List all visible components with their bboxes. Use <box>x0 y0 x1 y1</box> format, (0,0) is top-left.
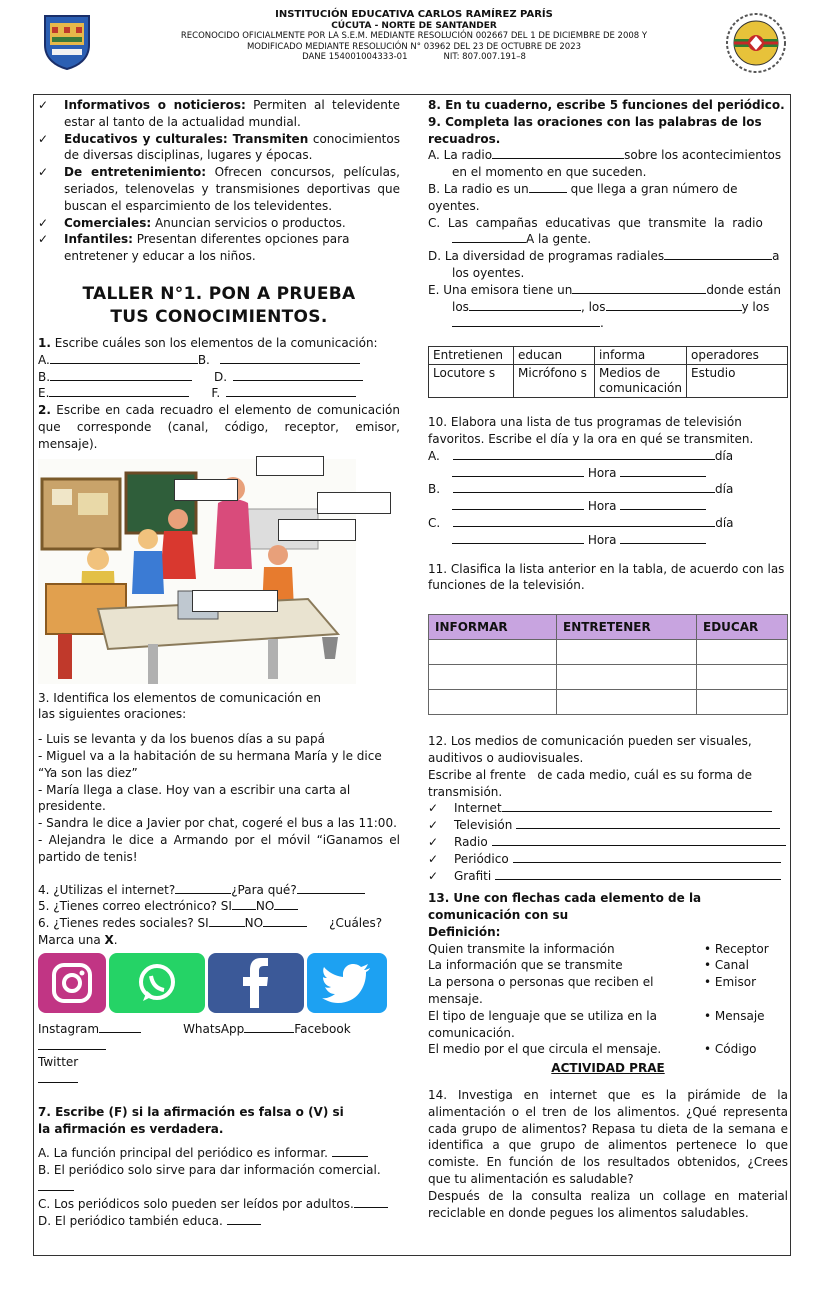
column-header: INFORMAR <box>429 615 557 640</box>
q7-answer-c[interactable] <box>354 1196 388 1208</box>
taller-title: TALLER N°1. PON A PRUEBA TUS CONOCIMIENTOS. <box>82 283 356 327</box>
table-cell[interactable] <box>557 665 697 690</box>
question-7: 7. Escribe (F) si la afirmación es falsa o (V) si la afirmación es verdadera. <box>38 1104 344 1136</box>
match-row: La persona o personas que reciben el mensaje. • Emisor <box>428 974 788 1008</box>
question-9: 9. Completa las oraciones con las palabras de los recuadros. <box>428 114 762 146</box>
label-box-3[interactable] <box>317 492 391 514</box>
q9-item-a-cont: en el momento en que suceden. <box>452 165 647 180</box>
social-no-answer[interactable] <box>263 915 307 927</box>
question-2: 2. Escribe en cada recuadro el elemento de comunicación que corresponde (canal, código, receptor, emisor, mensaje). <box>38 403 400 451</box>
answer-line-e[interactable] <box>49 385 189 397</box>
q10-entry-a: A. día <box>428 448 734 463</box>
social-apps-row <box>38 953 400 1013</box>
question-8: 8. En tu cuaderno, escribe 5 funciones del periódico. <box>428 98 785 112</box>
label-box-2[interactable] <box>174 479 238 501</box>
hour-a[interactable] <box>620 465 706 477</box>
question-5: 5. ¿Tienes correo electrónico? SI NO <box>38 898 400 915</box>
table-cell[interactable] <box>697 690 788 715</box>
q9-item-e-cont: los , los y los <box>452 299 770 314</box>
label-box-1[interactable] <box>256 456 324 476</box>
match-row: El tipo de lenguaje que se utiliza en la comunicación. • Mensaje <box>428 1008 788 1042</box>
table-cell[interactable] <box>697 665 788 690</box>
word-cell: educan <box>514 347 595 365</box>
question-3: 3. Identifica los elementos de comunicación en las siguientes oraciones: <box>38 690 322 722</box>
match-target[interactable]: • Código <box>704 1042 757 1057</box>
classification-table <box>428 614 788 715</box>
media-answer[interactable] <box>492 834 786 846</box>
q10-entry-b-time: Hora <box>428 498 788 515</box>
media-answer[interactable] <box>513 851 781 863</box>
q10-entry-c: C. día <box>428 515 734 530</box>
word-cell: Medios de comunicación <box>595 365 687 398</box>
right-column <box>428 97 788 1221</box>
question-6-mark: Marca una X. <box>38 932 118 947</box>
word-cell: Estudio <box>687 365 788 398</box>
day-c[interactable] <box>452 532 584 544</box>
internet-purpose-answer[interactable] <box>297 882 365 894</box>
q7-answer-b[interactable] <box>38 1179 74 1191</box>
table-cell[interactable] <box>697 640 788 665</box>
question-6: 6. ¿Tienes redes sociales? SI NO ¿Cuáles? <box>38 916 383 931</box>
header-resolution-2: MODIFICADO MEDIANTE RESOLUCIÓN N° 03962 DEL 23 DE OCTUBRE DE 2023 <box>246 41 582 52</box>
label-box-5[interactable] <box>192 590 278 612</box>
answer-line-b[interactable] <box>220 352 360 364</box>
question-14-task: Después de la consulta realiza un collage en material reciclable en donde pegues los alimentos saludables. <box>428 1188 788 1220</box>
q3-sentence: - Sandra le dice a Javier por chat, cogeré el bus a las 11:00. <box>38 816 397 831</box>
q9-item-c-cont: A la gente. <box>428 231 788 248</box>
question-12-sub: Escribe al frente de cada medio, cuál es su forma de transmisión. <box>428 767 756 799</box>
tv-function-item: ✓ Educativos y culturales: Transmiten conocimientos de diversas disciplinas, lugares y épocas. <box>38 131 400 165</box>
media-item: ✓ Televisión <box>428 817 788 834</box>
question-11: 11. Clasifica la lista anterior en la tabla, de acuerdo con las funciones de la televisión. <box>428 561 785 593</box>
q7-item: B. El periódico solo sirve para dar información comercial. <box>38 1162 400 1196</box>
word-bank-table <box>428 346 788 398</box>
q9-blank-e2[interactable] <box>469 299 581 311</box>
header-resolution-1: RECONOCIDO OFICIALMENTE POR LA S.E.M. MEDIANTE RESOLUCIÓN 002667 DEL 1 DE DICIEMBRE DE 2008 Y <box>180 31 648 41</box>
q9-blank-d[interactable] <box>664 248 772 260</box>
program-b[interactable] <box>453 481 715 493</box>
table-cell[interactable] <box>429 665 557 690</box>
word-cell: informa <box>595 347 687 365</box>
q1-answer-row: B. D. <box>38 369 400 386</box>
q3-sentence: - Luis se levanta y da los buenos días a su papá <box>38 732 325 747</box>
q9-item-a: A. La radio sobre los acontecimientos <box>428 148 782 163</box>
q9-blank-e4[interactable] <box>452 315 600 327</box>
q9-item-e: E. Una emisora tiene un donde están <box>428 282 781 297</box>
q9-item-d: D. La diversidad de programas radiales a <box>428 249 780 264</box>
answer-line-b2[interactable] <box>50 369 192 381</box>
match-row: El medio por el que circula el mensaje. • Código <box>428 1041 788 1058</box>
q3-sentence: - Miguel va a la habitación de su hermana María y le dice “Ya son las diez” <box>38 748 382 780</box>
q7-answer-a[interactable] <box>332 1145 368 1157</box>
facebook-answer[interactable] <box>38 1038 106 1050</box>
match-row: La información que se transmite • Canal <box>428 957 788 974</box>
media-item: ✓ Internet <box>428 800 788 817</box>
q10-entry-c-time: Hora <box>428 532 788 549</box>
question-14: 14. Investiga en internet que es la pirámide de la alimentación o el tren de los alimentos. ¿Qué representa cada grupo de alimentos? Repasa tu dieta de la semana e identifica a que grupo de alimentos pertenece lo que comiste. En función de los resultados obtenidos, ¿Crees que tu alimentación es saludable? <box>428 1088 788 1187</box>
q10-entry-a-time: Hora <box>428 465 788 482</box>
q7-answer-d[interactable] <box>227 1213 261 1225</box>
instagram-icon[interactable] <box>38 953 106 1013</box>
q9-blank-b[interactable] <box>529 181 567 193</box>
day-a[interactable] <box>452 465 584 477</box>
social-si-answer[interactable] <box>209 915 245 927</box>
match-target[interactable]: • Receptor <box>704 941 769 956</box>
twitter-label: Twitter <box>38 1055 79 1070</box>
answer-line-f[interactable] <box>226 385 356 397</box>
email-si-answer[interactable] <box>232 898 256 910</box>
whatsapp-icon[interactable] <box>109 953 205 1013</box>
q7-item: D. El periódico también educa. <box>38 1213 400 1230</box>
match-target[interactable]: • Canal <box>704 958 749 973</box>
question-13: 13. Une con flechas cada elemento de la comunicación con su <box>428 891 702 923</box>
document-header <box>0 10 828 63</box>
question-12: 12. Los medios de comunicación pueden ser visuales, auditivos o audiovisuales. <box>428 734 752 765</box>
email-no-answer[interactable] <box>274 898 298 910</box>
column-header: ENTRETENER <box>557 615 697 640</box>
word-cell: Entretienen <box>429 347 514 365</box>
classroom-illustration <box>38 459 356 684</box>
tv-function-item: ✓ Infantiles: Presentan diferentes opciones para entretener y educar a los niños. <box>38 231 400 265</box>
program-c[interactable] <box>453 515 715 527</box>
social-apps-answers: Instagram WhatsApp Facebook <box>38 1021 400 1055</box>
hour-b[interactable] <box>620 498 706 510</box>
q9-item-d-cont: los oyentes. <box>452 265 525 280</box>
hour-c[interactable] <box>620 532 706 544</box>
internet-answer[interactable] <box>175 882 231 894</box>
column-header: EDUCAR <box>697 615 788 640</box>
header-ids: DANE 154001004333-01 NIT: 807.007.191–8 <box>302 52 526 62</box>
answer-line-d[interactable] <box>233 369 363 381</box>
question-10: 10. Elabora una lista de tus programas de televisión favoritos. Escribe el día y la ora en qué se transmiten. <box>428 415 754 446</box>
q13-definition-label: Definición: <box>428 924 501 939</box>
table-cell[interactable] <box>429 690 557 715</box>
table-cell[interactable] <box>557 690 697 715</box>
label-box-4[interactable] <box>278 519 356 541</box>
q9-item-c: C. Las campañas educativas que transmite la radio <box>428 215 763 230</box>
match-target[interactable]: • Mensaje <box>704 1008 765 1023</box>
q9-blank-e1[interactable] <box>572 282 706 294</box>
facebook-icon[interactable] <box>208 953 304 1013</box>
media-answer[interactable] <box>516 817 780 829</box>
q1-answer-row: A. B. <box>38 352 400 369</box>
q9-item-e-cont2: . <box>428 315 788 332</box>
twitter-answer[interactable] <box>38 1071 78 1083</box>
tv-function-item: ✓ Comerciales: Anuncian servicios o productos. <box>38 215 400 232</box>
q7-item: A. La función principal del periódico es informar. <box>38 1145 400 1162</box>
twitter-icon[interactable] <box>307 953 387 1013</box>
institution-location: CÚCUTA - NORTE DE SANTANDER <box>331 20 497 31</box>
word-cell: Locutore s <box>429 365 514 398</box>
match-row: Quien transmite la información • Receptor <box>428 941 788 958</box>
tv-function-item: ✓ De entretenimiento: Ofrecen concursos, películas, seriados, telenovelas y transmisiones deportivas que buscan el esparcimiento de los televidentes. <box>38 164 400 214</box>
whatsapp-answer[interactable] <box>244 1021 294 1033</box>
question-1: 1. Escribe cuáles son los elementos de la comunicación: <box>38 335 378 350</box>
q10-entry-b: B. día <box>428 482 734 497</box>
q9-blank-c[interactable] <box>452 231 526 243</box>
q3-sentence: - María llega a clase. Hoy van a escribir una carta al presidente. <box>38 782 351 814</box>
instagram-answer[interactable] <box>99 1021 141 1033</box>
table-cell[interactable] <box>429 640 557 665</box>
tv-function-item: ✓ Informativos o noticieros: Permiten al televidente estar al tanto de la actualidad mundial. <box>38 97 400 131</box>
q7-item: C. Los periódicos solo pueden ser leídos por adultos. <box>38 1196 400 1213</box>
program-a[interactable] <box>453 448 715 460</box>
media-item: ✓ Periódico <box>428 851 788 868</box>
prae-title: ACTIVIDAD PRAE <box>551 1061 665 1076</box>
answer-line-a[interactable] <box>50 352 198 364</box>
question-4: 4. ¿Utilizas el internet? ¿Para qué? <box>38 882 400 899</box>
media-answer[interactable] <box>495 868 781 880</box>
media-item: ✓ Radio <box>428 834 788 851</box>
q9-blank-e3[interactable] <box>606 299 742 311</box>
q1-answer-row: E. F. <box>38 385 400 402</box>
institution-name: INSTITUCIÓN EDUCATIVA CARLOS RAMÍREZ PARÍS <box>275 9 553 20</box>
media-item: ✓ Grafiti <box>428 868 788 885</box>
word-cell: operadores <box>687 347 788 365</box>
left-column <box>38 97 400 1229</box>
table-cell[interactable] <box>557 640 697 665</box>
match-target[interactable]: • Emisor <box>704 975 757 990</box>
q9-blank-a[interactable] <box>492 147 624 159</box>
day-b[interactable] <box>452 498 584 510</box>
q3-sentence: - Alejandra le dice a Armando por el móvil “iGanamos el partido de tenis! <box>38 832 400 864</box>
media-answer[interactable] <box>502 800 772 812</box>
q9-item-b: B. La radio es un que llega a gran número de oyentes. <box>428 181 738 213</box>
word-cell: Micrófono s <box>514 365 595 398</box>
